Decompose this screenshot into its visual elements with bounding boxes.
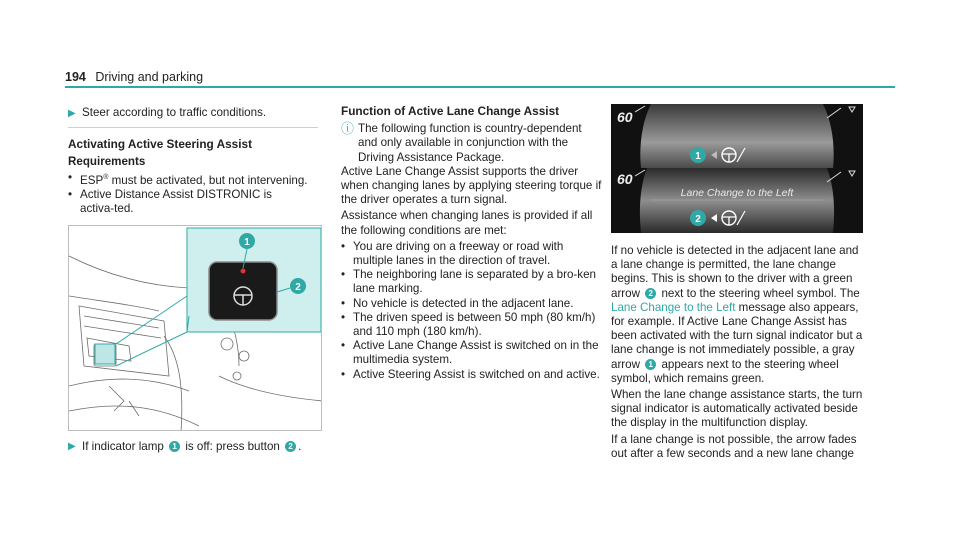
callout-badge-2: 2 <box>285 441 296 452</box>
callout-badge-1: 1 <box>645 359 656 370</box>
paragraph: Assistance when changing lanes is provided if all the following conditions are met: <box>341 209 593 237</box>
section-title: Driving and parking <box>95 70 204 84</box>
list-item: • The neighboring lane is separated by a bro‑ken lane marking. <box>341 268 603 296</box>
info-note: ⓘ The following function is country‑dependent and only available in conjunction with the Driving Assistance Package. <box>341 121 582 164</box>
play-arrow-icon: ▶ <box>68 108 76 119</box>
section-heading: Function of Active Lane Change Assist <box>341 104 560 118</box>
page-number: 194 <box>65 70 86 84</box>
instrument-cluster-illustration <box>611 104 863 233</box>
speed-readout: 60 <box>617 171 633 187</box>
column-left <box>68 106 326 216</box>
conditions-list <box>341 240 603 382</box>
paragraph: Active Lane Change Assist supports the driver when changing lanes by applying steering torque if the driver operates a turn signal. <box>341 164 602 207</box>
info-icon: ⓘ <box>341 121 355 137</box>
page-header <box>65 70 203 84</box>
column-middle <box>341 104 603 382</box>
play-arrow-icon: ▶ <box>68 441 76 452</box>
cockpit-illustration <box>69 226 322 431</box>
paragraph: If no vehicle is detected in the adjacent lane and a lane change is permitted, the lane change begins. This is shown to the driver with a green arrow 2 next to the steering wheel symbol. The Lane Change to the Left message also appears, for example. If Active Lane Change Assist has been activated with the turn signal indicator but a lane change is not immediately possible, a gray arrow 1 appears next to the steering wheel symbol, which remains green. <box>611 244 863 385</box>
step-press-button: ▶ If indicator lamp 1 is off: press button 2 . <box>68 440 302 453</box>
callout-badge-2: 2 <box>645 288 656 299</box>
header-divider <box>65 86 895 88</box>
step-text: Steer according to traffic conditions. <box>82 106 267 119</box>
list-item: • The driven speed is between 50 mph (80 km/h) and 110 mph (180 km/h). <box>341 311 603 339</box>
column-right <box>611 244 866 463</box>
section-divider <box>68 127 318 128</box>
requirements-heading: Requirements <box>68 155 146 169</box>
display-message-text: Lane Change to the Left <box>611 300 736 314</box>
callout-1: 1 <box>695 151 701 162</box>
section-heading: Activating Active Steering Assist <box>68 137 252 152</box>
cockpit-figure <box>68 225 322 431</box>
callout-badge-1: 1 <box>169 441 180 452</box>
display-figure <box>611 104 863 233</box>
requirements-list <box>68 171 326 217</box>
callout-1: 1 <box>244 237 250 248</box>
callout-2: 2 <box>695 214 701 225</box>
list-item: • Active Steering Assist is switched on and active. <box>341 368 603 382</box>
lane-change-message: Lane Change to the Left <box>680 187 794 199</box>
paragraph: When the lane change assistance starts, the turn signal indicator is automatically activated beside the display in the multifunction display. <box>611 388 863 430</box>
list-item: • Active Distance Assist DISTRONIC is activa‑ted. <box>68 188 326 216</box>
step-steer <box>68 106 326 121</box>
list-item: • Active Lane Change Assist is switched on in the multimedia system. <box>341 339 603 367</box>
callout-2: 2 <box>295 282 301 293</box>
list-item: • You are driving on a freeway or road with multiple lanes in the direction of travel. <box>341 240 603 268</box>
speed-readout: 60 <box>617 109 633 125</box>
list-item: • No vehicle is detected in the adjacent lane. <box>341 297 603 311</box>
list-item: • ESP® must be activated, but not intervening. <box>68 171 326 188</box>
paragraph: If a lane change is not possible, the arrow fades out after a few seconds and a new lane change <box>611 432 857 460</box>
